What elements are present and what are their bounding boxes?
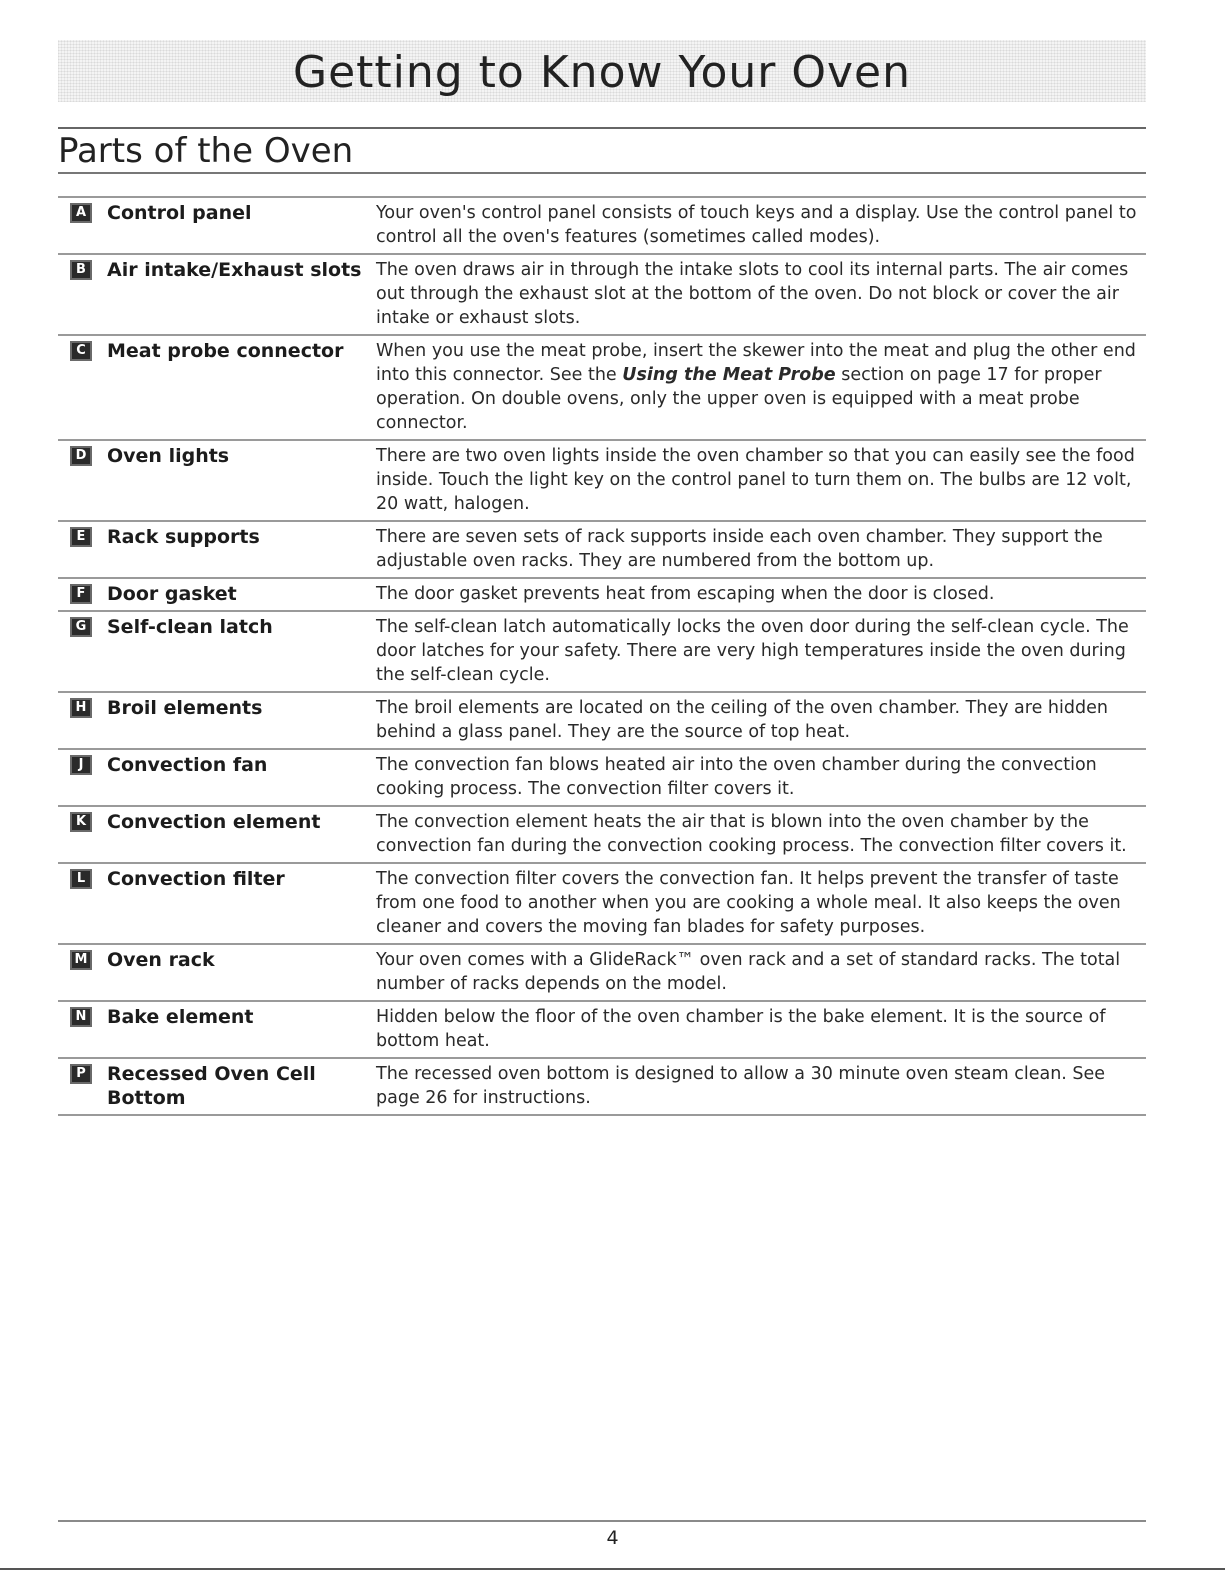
part-name: Convection element [107,811,321,833]
part-row-f [58,577,1146,610]
part-description: Hidden below the floor of the oven chamber is the bake element. It is the source of bottom heat. [376,1007,1106,1051]
part-name: Meat probe connector [107,340,344,362]
part-letter-badge: P [70,1064,92,1084]
part-description: The recessed oven bottom is designed to allow a 30 minute oven steam clean. See page 26 for instructions. [376,1064,1106,1108]
part-head [58,810,376,834]
part-row-e [58,520,1146,577]
part-description: The convection element heats the air that is blown into the oven chamber by the convection fan during the convection cooking process. The convection filter covers it. [376,812,1127,856]
part-letter-badge: H [70,698,92,718]
part-name: Convection filter [107,868,285,890]
description-text: section on page 17 for proper operation. On double ovens, only the upper oven is equipped with a meat probe connector. [376,365,1102,433]
part-letter-badge: K [70,812,92,832]
part-letter-badge: J [70,755,92,775]
part-head [58,1005,376,1029]
part-row-g [58,610,1146,691]
part-description: The convection fan blows heated air into the oven chamber during the convection cooking process. The convection filter covers it. [376,755,1097,799]
part-row-c [58,334,1146,439]
part-name: Bake element [107,1006,254,1028]
part-letter-badge: E [70,527,92,547]
part-description: The door gasket prevents heat from escaping when the door is closed. [376,584,995,604]
section-rule [58,172,1146,174]
part-letter-badge: A [70,203,92,223]
part-row-p [58,1057,1146,1116]
part-letter-badge: N [70,1007,92,1027]
part-row-j [58,748,1146,805]
page-title: Getting to Know Your Oven [292,47,912,98]
part-row-l [58,862,1146,943]
part-row-h [58,691,1146,748]
part-letter-badge: G [70,617,92,637]
part-head [58,444,376,468]
page-bottom-edge [0,1568,1225,1570]
part-row-k [58,805,1146,862]
part-head [58,582,376,606]
part-name: Rack supports [107,526,260,548]
part-letter-badge: D [70,446,92,466]
part-name: Convection fan [107,754,268,776]
part-row-d [58,439,1146,520]
part-head [58,339,376,363]
part-name: Recessed Oven Cell Bottom [107,1063,316,1109]
part-letter-badge: L [70,869,92,889]
part-head [58,696,376,720]
footer-rule [58,1520,1146,1522]
part-letter-badge: F [70,584,92,604]
part-name: Oven rack [107,949,215,971]
part-name: Control panel [107,202,252,224]
part-name: Broil elements [107,697,263,719]
part-description [376,339,1146,435]
part-letter-badge: B [70,260,92,280]
part-head [58,1062,376,1110]
part-description: There are two oven lights inside the oven chamber so that you can easily see the food inside. Touch the light key on the control panel to turn them on. The bulbs are 12 volt, 20 watt, halogen. [376,446,1135,514]
part-row-a [58,196,1146,253]
part-head [58,753,376,777]
part-letter-badge: M [70,950,92,970]
part-name: Oven lights [107,445,230,467]
part-description: The broil elements are located on the ceiling of the oven chamber. They are hidden behind a glass panel. They are the source of top heat. [376,698,1108,742]
part-name: Air intake/Exhaust slots [107,259,362,281]
part-row-m [58,943,1146,1000]
part-head [58,867,376,891]
part-description: There are seven sets of rack supports inside each oven chamber. They support the adjustable oven racks. They are numbered from the bottom up. [376,527,1103,571]
part-description: The convection filter covers the convection fan. It helps prevent the transfer of taste from one food to another when you are cooking a whole meal. It also keeps the oven cleaner and covers the moving fan blades for safety purposes. [376,869,1121,937]
part-description: The self-clean latch automatically locks the oven door during the self-clean cycle. The door latches for your safety. There are very high temperatures inside the oven during the self-clean cycle. [376,617,1129,685]
part-description: Your oven comes with a GlideRack™ oven rack and a set of standard racks. The total number of racks depends on the model. [376,950,1121,994]
part-head [58,201,376,225]
part-head [58,258,376,282]
part-head [58,525,376,549]
part-row-n [58,1000,1146,1057]
description-text: When you use the meat probe, insert the skewer into the meat and plug the other end into this connector. See the [376,341,1136,385]
part-name: Door gasket [107,583,237,605]
part-head [58,948,376,972]
part-letter-badge: C [70,341,92,361]
part-row-b [58,253,1146,334]
section-title: Parts of the Oven [58,131,354,171]
part-description: Your oven's control panel consists of touch keys and a display. Use the control panel to control all the oven's features (sometimes called modes). [376,203,1137,247]
part-description: The oven draws air in through the intake slots to cool its internal parts. The air comes out through the exhaust slot at the bottom of the oven. Do not block or cover the air intake or exhaust slots. [376,260,1129,328]
title-banner [58,40,1146,102]
part-head [58,615,376,639]
parts-table [58,196,1146,1116]
part-name: Self-clean latch [107,616,273,638]
page-number: 4 [606,1527,619,1549]
meat-probe-section-reference: Using the Meat Probe [622,365,836,385]
